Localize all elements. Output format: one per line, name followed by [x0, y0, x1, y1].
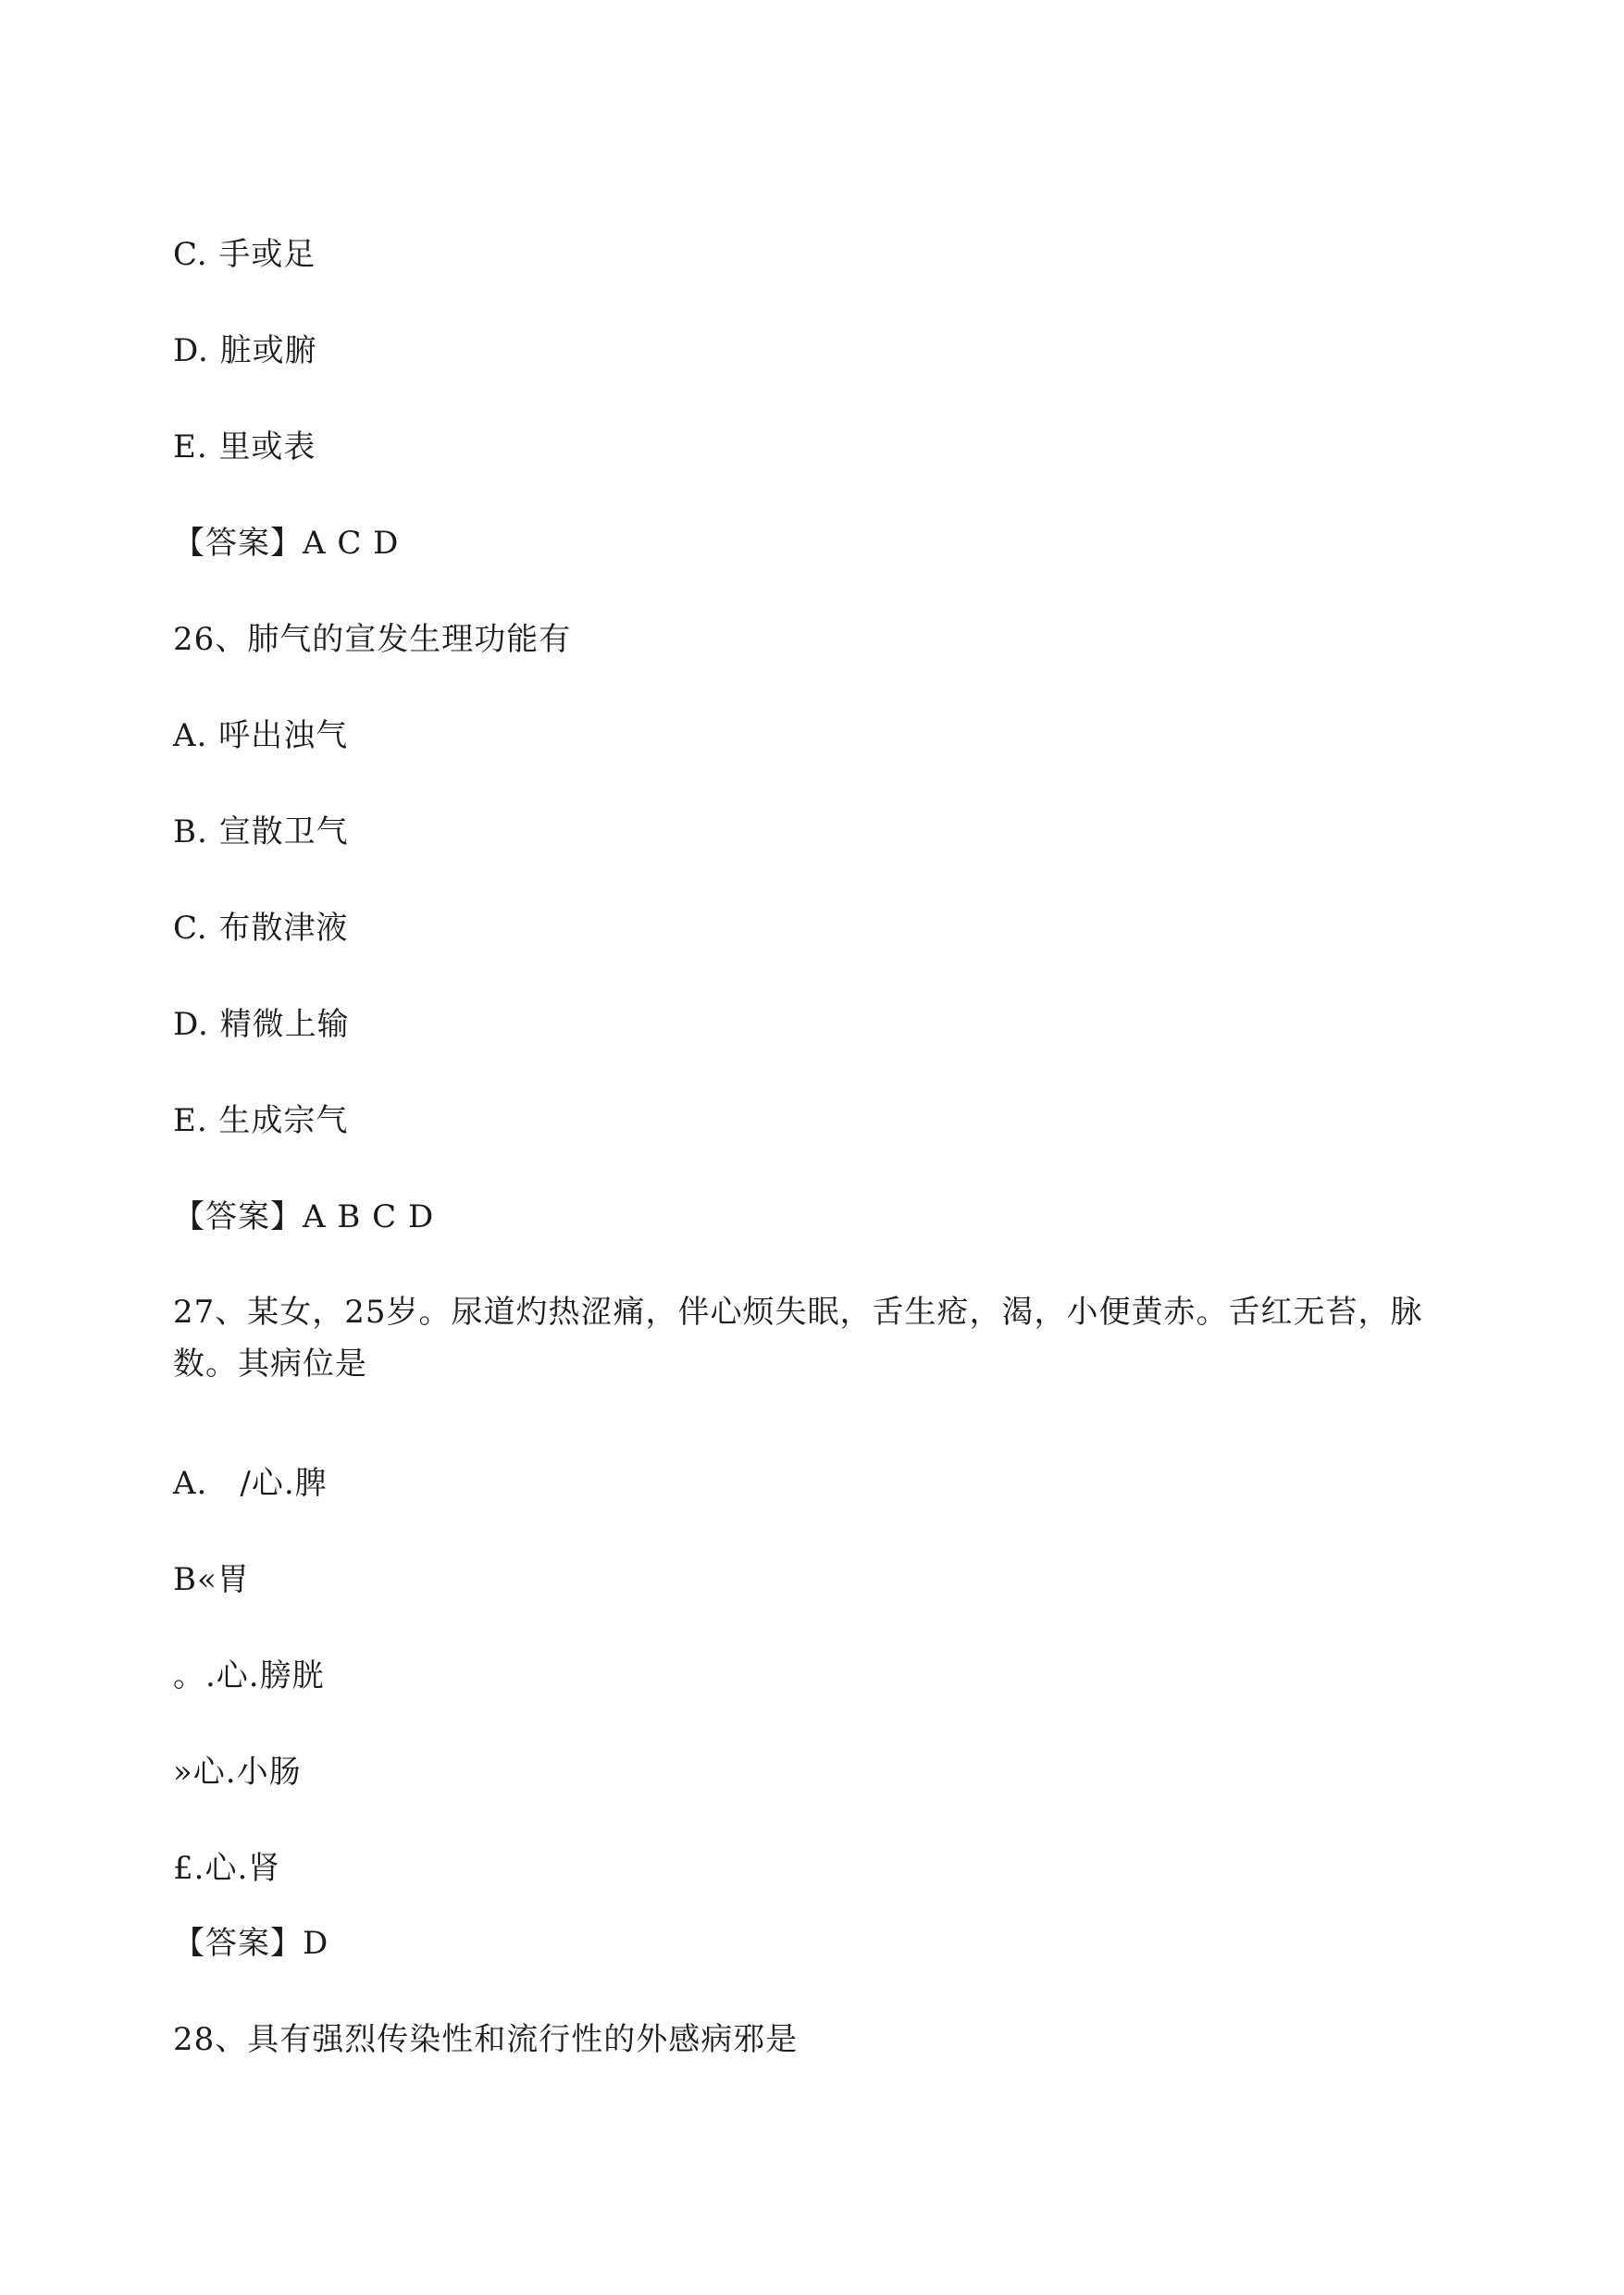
q26-question: 26、肺气的宣发生理功能有 — [173, 621, 572, 658]
q27-option-b: B«胃 — [173, 1561, 250, 1598]
q27-question: 27、某女，25岁。尿道灼热涩痛，伴心烦失眠，舌生疮，渴，小便黄赤。舌红无苔，脉数。其病位是 — [173, 1294, 1423, 1383]
q27-option-c: 。.心.膀胱 — [173, 1657, 325, 1694]
q26-option-d: D. 精微上输 — [173, 1006, 350, 1043]
q27-option-a: A. /心.脾 — [173, 1465, 328, 1502]
q25-option-d: D. 脏或腑 — [173, 332, 317, 369]
q26-option-c: C. 布散津液 — [173, 910, 349, 947]
q27-answer: 【答案】D — [173, 1925, 329, 1962]
q26-option-b: B. 宣散卫气 — [173, 813, 349, 850]
q28-question: 28、具有强烈传染性和流行性的外感病邪是 — [173, 2021, 799, 2058]
q25-option-e: E. 里或表 — [173, 428, 316, 465]
q26-answer: 【答案】A B C D — [173, 1198, 435, 1235]
q27-option-e: £.心.肾 — [173, 1850, 281, 1887]
q26-option-a: A. 呼出浊气 — [173, 717, 349, 754]
q27-option-d: »心.小肠 — [173, 1754, 302, 1791]
q25-option-c: C. 手或足 — [173, 236, 316, 273]
q26-option-e: E. 生成宗气 — [173, 1102, 349, 1139]
q25-answer: 【答案】A C D — [173, 525, 400, 562]
